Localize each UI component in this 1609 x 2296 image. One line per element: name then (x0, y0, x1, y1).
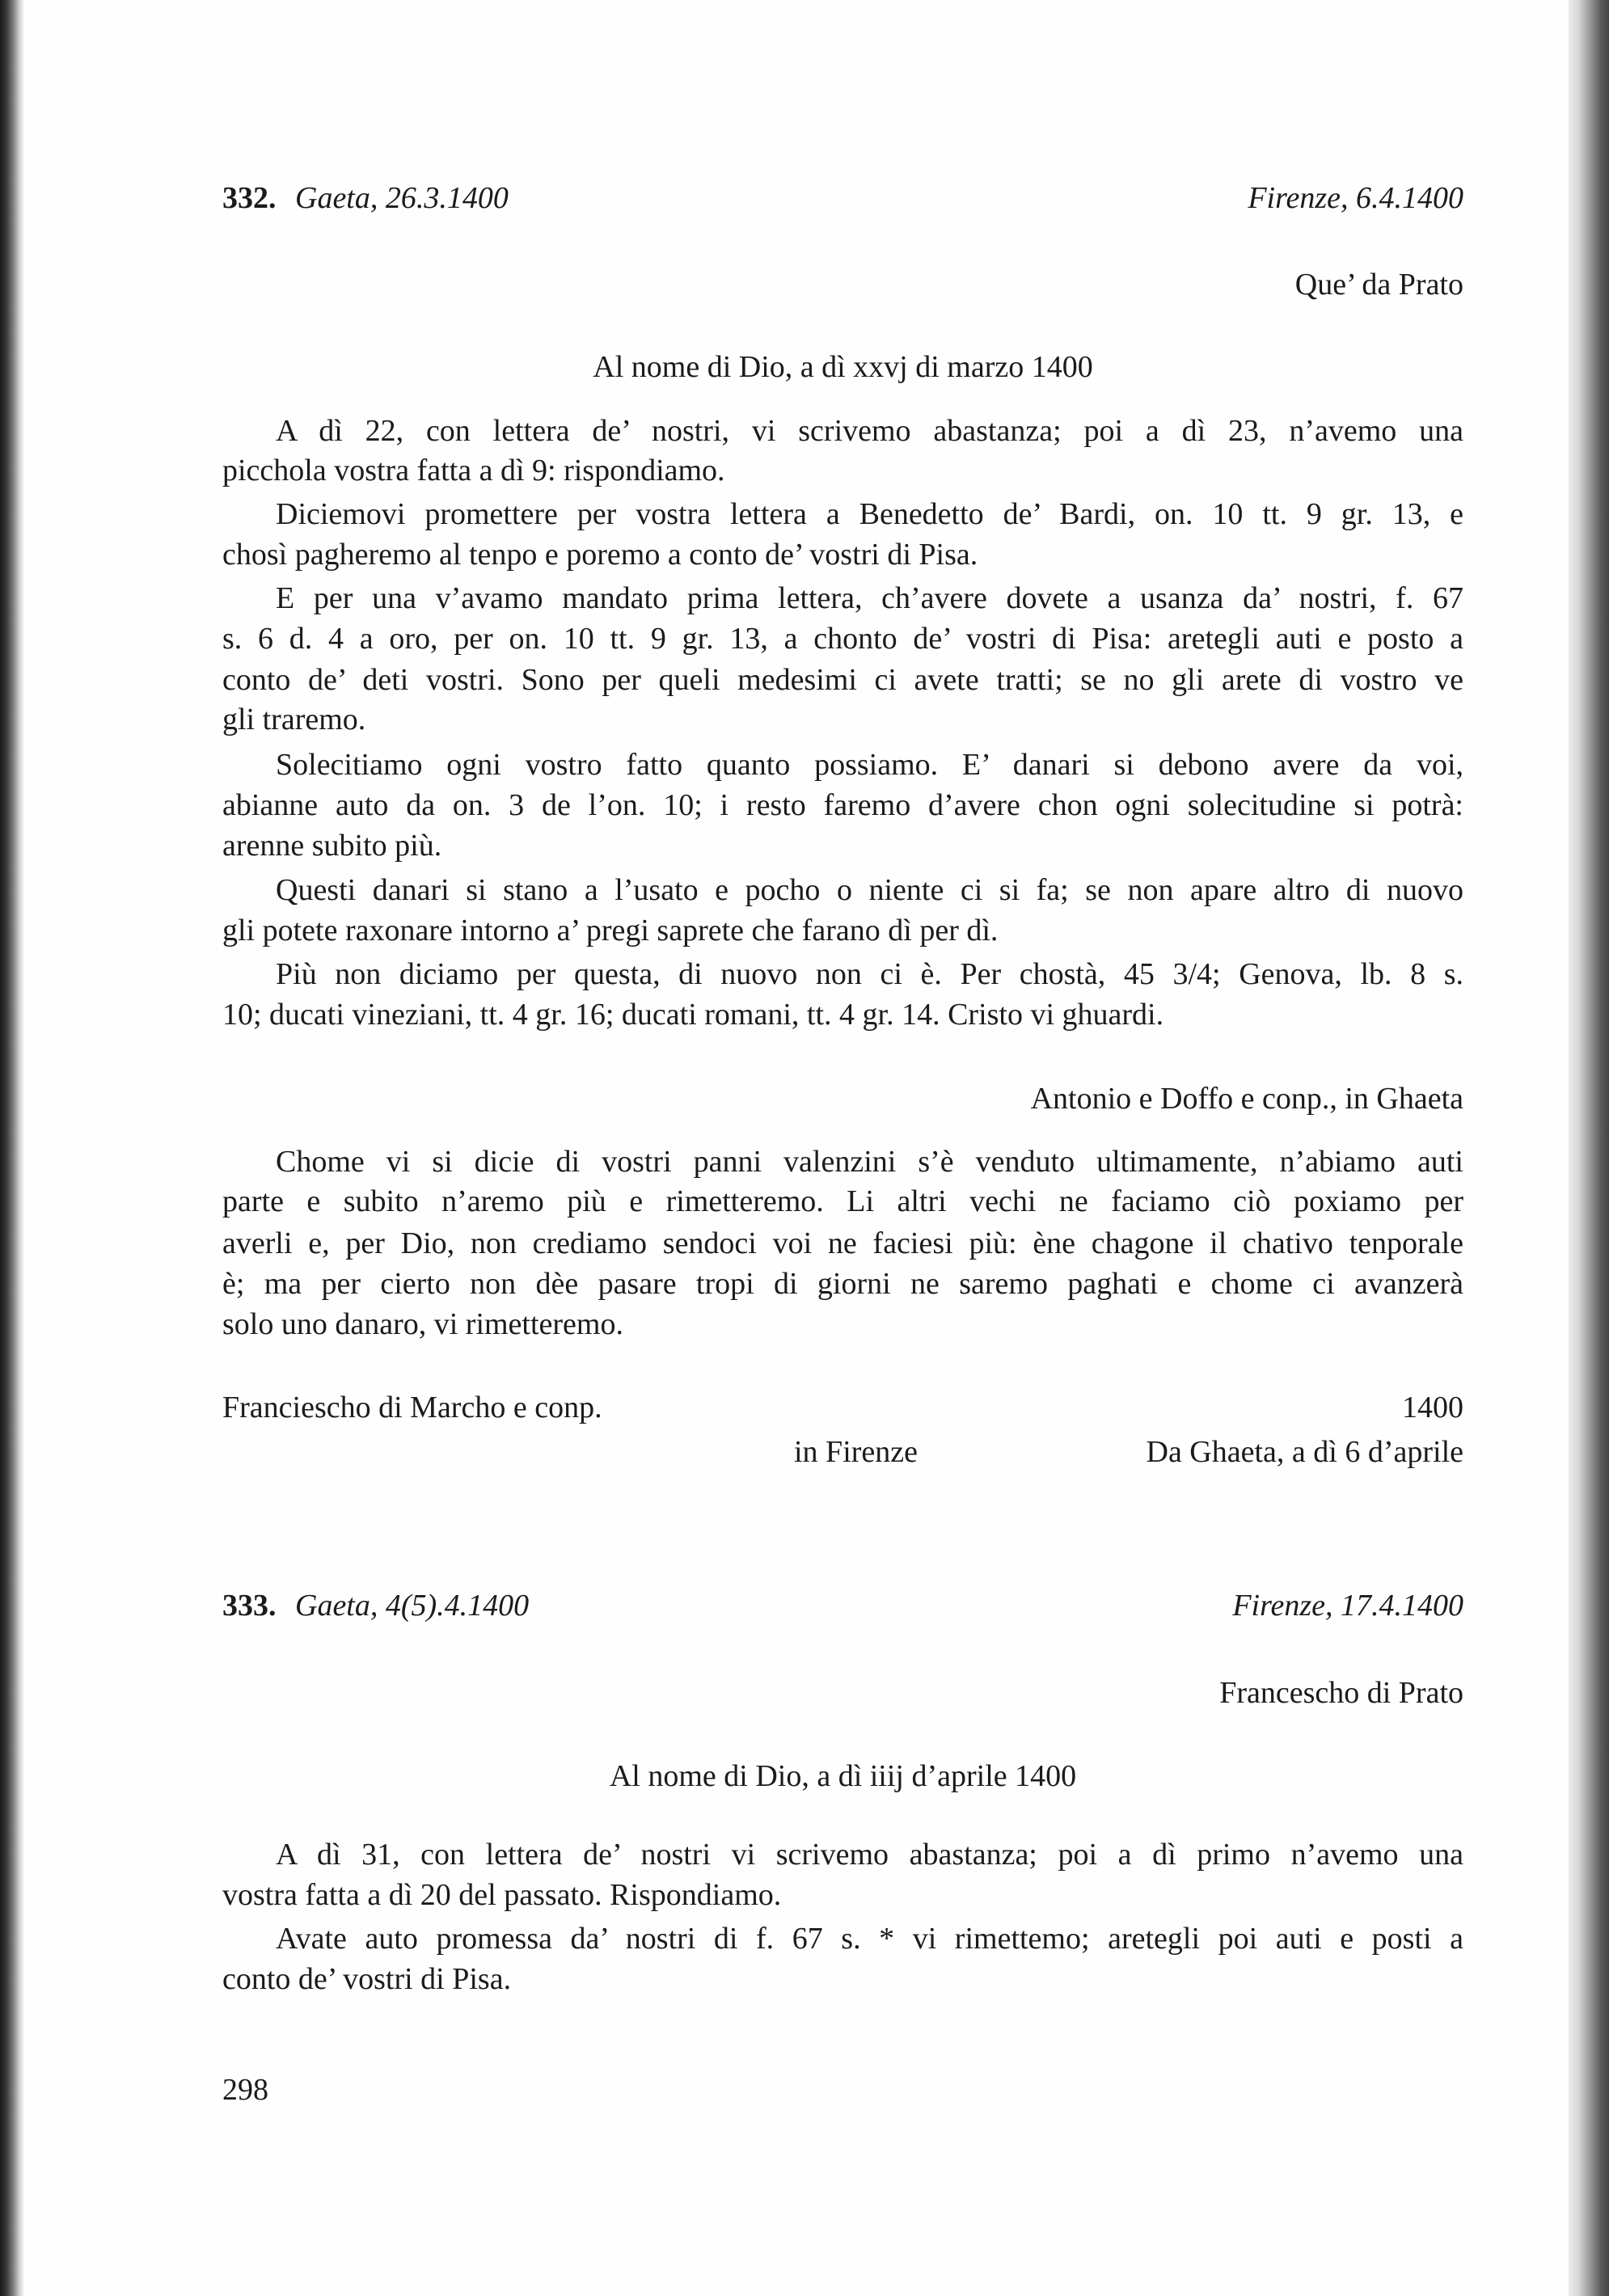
letter-invocation: Al nome di Dio, a dì iiij d’aprile 1400 (609, 1759, 1077, 1793)
body-line: picchola vostra fatta a dì 9: rispondiamo. (222, 454, 725, 487)
postscript-line: Chome vi si dicie di vostri panni valenzini s’è venduto ultimamente, n’abiamo auti (276, 1145, 1463, 1179)
body-line: 10; ducati vineziani, tt. 4 gr. 16; ducati romani, tt. 4 gr. 14. Cristo vi ghuardi. (222, 998, 1164, 1032)
postscript-line: solo uno danaro, vi rimetteremo. (222, 1307, 623, 1341)
body-line: Diciemovi promettere per vostra lettera a Benedetto de’ Bardi, on. 10 tt. 9 gr. 13, e (276, 497, 1463, 531)
letter-origin: Gaeta, 4(5).4.1400 (295, 1589, 530, 1623)
body-line: gli traremo. (222, 703, 366, 736)
address-recipient: Franciescho di Marcho e conp. (222, 1391, 602, 1424)
body-line: A dì 31, con lettera de’ nostri vi scrivemo abastanza; poi a dì primo n’avemo una (276, 1838, 1463, 1872)
body-line: Questi danari si stano a l’usato e pocho o niente ci si fa; se non apare altro di nuovo (276, 873, 1463, 907)
letter-addressee: Que’ da Prato (1294, 268, 1463, 302)
body-line: A dì 22, con lettera de’ nostri, vi scrivemo abastanza; poi a dì 23, n’avemo una (276, 414, 1463, 448)
letter-arrival: Firenze, 17.4.1400 (1232, 1589, 1463, 1623)
page-number: 298 (222, 2073, 268, 2107)
address-year: 1400 (1402, 1391, 1463, 1424)
body-line: conto de’ deti vostri. Sono per queli medesimi ci avete tratti; se no gli arete di vostro ve (222, 663, 1463, 697)
body-line: vostra fatta a dì 20 del passato. Rispondiamo. (222, 1878, 782, 1912)
body-line: Avate auto promessa da’ nostri di f. 67 s. * vi rimettemo; aretegli poi auti e posti a (276, 1922, 1463, 1956)
postscript-line: parte e subito n’aremo più e rimetteremo. Li altri vechi ne faciamo ciò poxiamo per (222, 1184, 1463, 1218)
letter-333-heading (222, 1585, 1463, 1627)
body-line: Solecitiamo ogni vostro fatto quanto possiamo. E’ danari si debono avere da voi, (276, 748, 1463, 782)
body-line: abianne auto da on. 3 de l’on. 10; i resto faremo d’avere chon ogni solecitudine si potrà: (222, 788, 1463, 822)
postscript-line: averli e, per Dio, non crediamo sendoci voi ne faciesi più: ène chagone il chativo tenporale (222, 1226, 1463, 1260)
body-line: E per una v’avamo mandato prima lettera, ch’avere dovete a usanza da’ nostri, f. 67 (276, 581, 1463, 615)
letter-origin: Gaeta, 26.3.1400 (295, 181, 509, 215)
page-edge-shadow (1569, 0, 1609, 2296)
address-received: Da Ghaeta, a dì 6 d’aprile (1146, 1435, 1463, 1469)
body-line: arenne subito più. (222, 829, 442, 863)
letter-number: 332. (222, 181, 277, 215)
letter-arrival: Firenze, 6.4.1400 (1248, 181, 1463, 215)
book-binding-shadow (0, 0, 24, 2296)
body-line: gli potete raxonare intorno a’ pregi saprete che farano dì per dì. (222, 914, 999, 948)
body-line: conto de’ vostri di Pisa. (222, 1962, 512, 1996)
page-content (222, 0, 1463, 2296)
postscript-line: è; ma per cierto non dèe pasare tropi di giorni ne saremo paghati e chome ci avanzerà (222, 1267, 1463, 1301)
page (24, 0, 1569, 2296)
letter-number: 333. (222, 1589, 277, 1623)
body-line: Più non diciamo per questa, di nuovo non ci è. Per chostà, 45 3/4; Genova, lb. 8 s. (276, 957, 1463, 991)
body-line: s. 6 d. 4 a oro, per on. 10 tt. 9 gr. 13, a chonto de’ vostri di Pisa: aretegli auti e posto a (222, 622, 1463, 656)
letter-addressee: Francescho di Prato (1219, 1676, 1463, 1710)
letter-invocation: Al nome di Dio, a dì xxvj di marzo 1400 (593, 350, 1093, 384)
address-place: in Firenze (794, 1435, 919, 1469)
letter-332-heading (222, 177, 1463, 219)
letter-signature: Antonio e Doffo e conp., in Ghaeta (1030, 1082, 1463, 1116)
address-line-1 (222, 1386, 1463, 1429)
body-line: chosì pagheremo al tenpo e poremo a conto de’ vostri di Pisa. (222, 538, 978, 572)
